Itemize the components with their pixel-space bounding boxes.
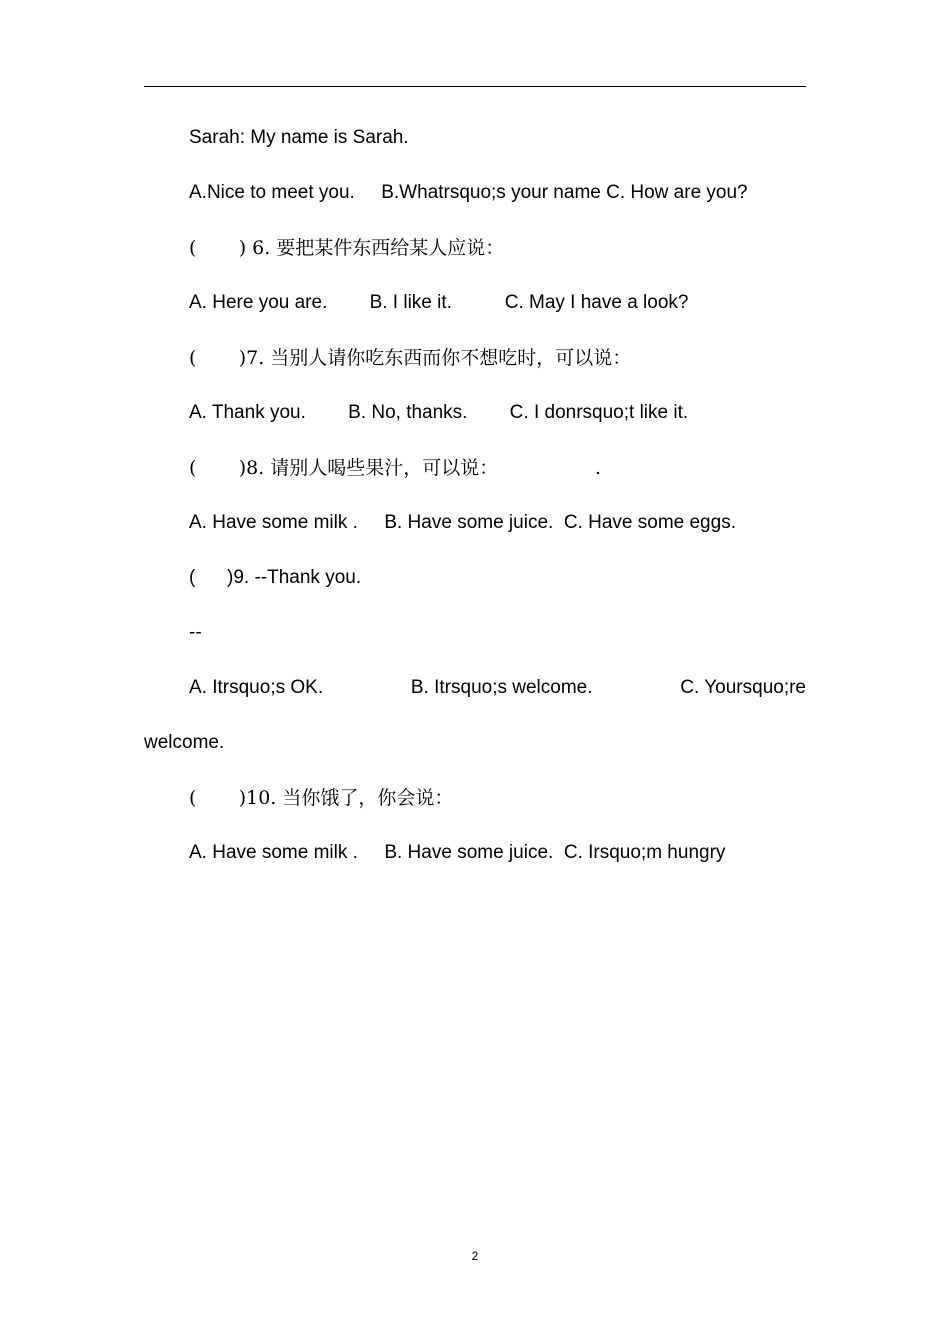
dialogue-line: Sarah: My name is Sarah.	[189, 127, 409, 148]
q9-reply-blank: --	[189, 622, 202, 643]
question-8: ( )8. 请别人喝些果汁，可以说： .	[189, 457, 601, 479]
q5-options: A.Nice to meet you. B.Whatrsquo;s your name C. How are you?	[189, 182, 748, 203]
q6-options: A. Here you are. B. I like it. C. May I have a look?	[189, 292, 689, 313]
q9-option-a: A. Itrsquo;s OK.	[189, 677, 324, 698]
q9-options	[189, 676, 806, 700]
header-rule	[144, 86, 806, 87]
question-7: ( )7. 当别人请你吃东西而你不想吃时，可以说：	[189, 347, 632, 369]
question-9: ( )9. --Thank you.	[189, 567, 362, 588]
q8-options: A. Have some milk . B. Have some juice. C. Have some eggs.	[189, 512, 736, 533]
q9-option-c: C. Yoursquo;re	[680, 677, 806, 698]
q10-options: A. Have some milk . B. Have some juice. C. Irsquo;m hungry	[189, 842, 726, 863]
question-6: ( ) 6. 要把某件东西给某人应说：	[189, 237, 505, 259]
question-10: ( )10. 当你饿了，你会说：	[189, 787, 454, 809]
q9-option-continuation: welcome.	[144, 732, 225, 753]
q9-option-b: B. Itrsquo;s welcome.	[410, 677, 593, 698]
page-number: 2	[471, 1249, 479, 1263]
q7-options: A. Thank you. B. No, thanks. C. I donrsquo;t like it.	[189, 402, 689, 423]
